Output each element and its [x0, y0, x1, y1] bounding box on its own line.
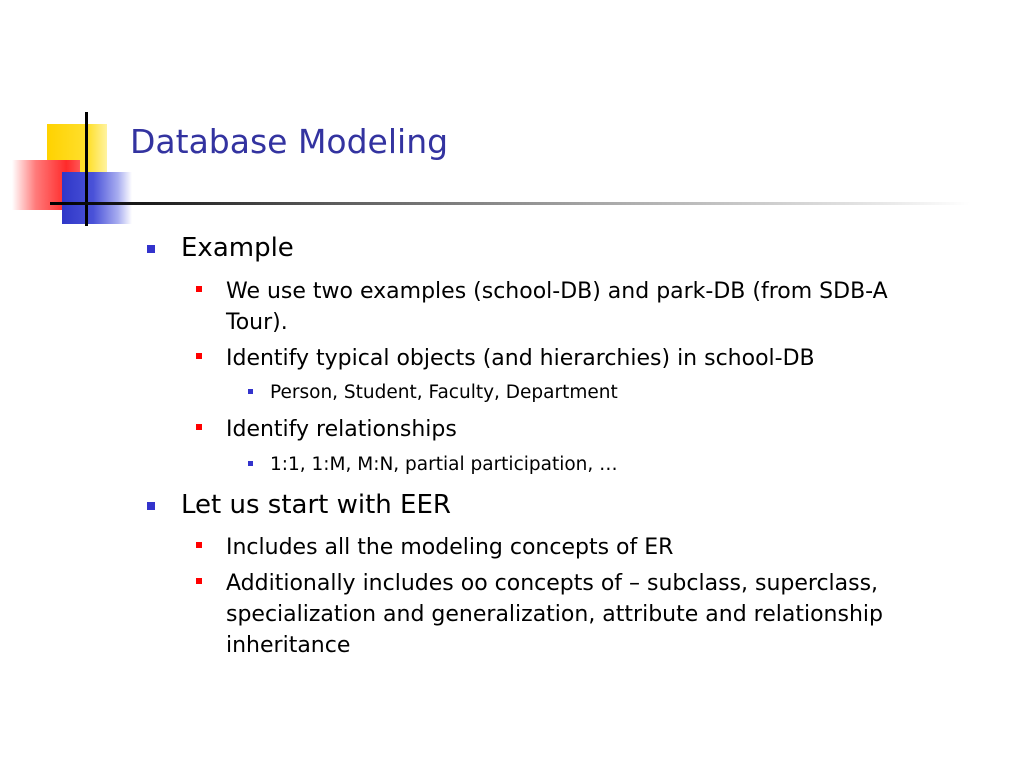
sub-bullet-item: [226, 532, 946, 563]
sub-sub-bullet-item: [270, 453, 910, 477]
sub-sub-bullet-text: 1:1, 1:M, M:N, partial participation, …: [270, 454, 618, 475]
title-underline: [50, 202, 970, 205]
bullet-text: Let us start with EER: [181, 490, 451, 520]
square-bullet-icon: [196, 578, 202, 584]
sub-sub-bullet-text: Person, Student, Faculty, Department: [270, 382, 618, 403]
logo-vertical-line: [85, 112, 88, 226]
square-bullet-icon: [196, 424, 202, 430]
square-bullet-icon: [147, 502, 155, 510]
slide-title: Database Modeling: [130, 122, 449, 161]
sub-bullet-text: Includes all the modeling concepts of ER: [226, 535, 674, 560]
square-bullet-icon: [248, 389, 253, 394]
sub-bullet-item: [226, 276, 916, 338]
square-bullet-icon: [196, 542, 202, 548]
sub-bullet-text: We use two examples (school-DB) and park-DB (from SDB-A Tour).: [226, 279, 888, 335]
sub-bullet-item: [226, 343, 946, 374]
sub-bullet-text: Identify typical objects (and hierarchies) in school-DB: [226, 346, 815, 371]
bullet-item: [181, 489, 961, 521]
sub-sub-bullet-item: [270, 381, 910, 405]
square-bullet-icon: [196, 353, 202, 359]
sub-bullet-item: [226, 568, 916, 661]
bullet-item: [181, 232, 961, 264]
square-bullet-icon: [147, 245, 155, 253]
sub-bullet-text: Additionally includes oo concepts of – subclass, superclass, specialization and generalization, attribute and relationship inheritance: [226, 571, 883, 658]
bullet-text: Example: [181, 233, 294, 263]
logo-blue-square: [62, 172, 132, 224]
square-bullet-icon: [248, 461, 253, 466]
sub-bullet-item: [226, 414, 946, 445]
sub-bullet-text: Identify relationships: [226, 417, 457, 442]
square-bullet-icon: [196, 286, 202, 292]
